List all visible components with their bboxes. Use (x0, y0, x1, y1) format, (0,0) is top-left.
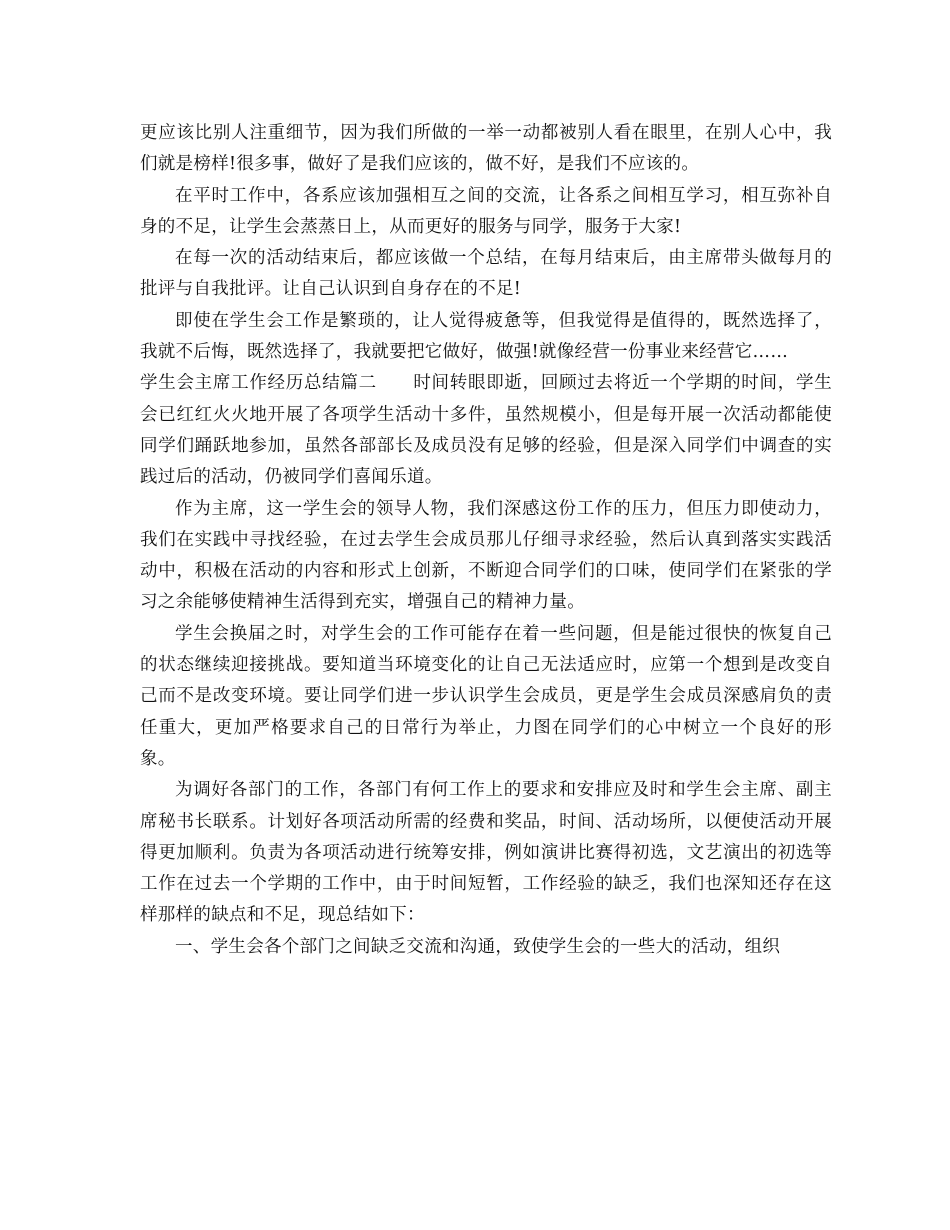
paragraph-3: 在每一次的活动结束后，都应该做一个总结，在每月结束后，由主席带头做每月的批评与自我批评。让自己认识到自身存在的不足! (140, 248, 832, 300)
document-page (140, 118, 832, 963)
paragraph-1: 更应该比别人注重细节，因为我们所做的一举一动都被别人看在眼里，在别人心中，我们就是榜样!很多事，做好了是我们应该的，做不好，是我们不应该的。 (140, 123, 832, 175)
paragraph-7: 学生会换届之时，对学生会的工作可能存在着一些问题，但是能过很快的恢复自己的状态继续迎接挑战。要知道当环境变化的让自己无法适应时，应第一个想到是改变自己而不是改变环境。要让同学们进一步认识学生会成员，更是学生会成员深感肩负的责任重大，更加严格要求自己的日常行为举止，力图在同学们的心中树立一个良好的形象。 (140, 623, 832, 769)
paragraph-9: 一、学生会各个部门之间缺乏交流和沟通，致使学生会的一些大的活动，组织 (175, 936, 781, 957)
paragraph-5-section-title: 学生会主席工作经历总结篇二 时间转眼即逝，回顾过去将近一个学期的时间，学生会已红红火火地开展了各项学生活动十多件，虽然规模小，但是每开展一次活动都能使同学们踊跃地参加，虽然各部部长及成员没有足够的经验，但是深入同学们中调查的实践过后的活动，仍被同学们喜闻乐道。 (140, 373, 832, 488)
paragraph-6: 作为主席，这一学生会的领导人物，我们深感这份工作的压力，但压力即使动力，我们在实践中寻找经验，在过去学生会成员那儿仔细寻求经验，然后认真到落实实践活动中，积极在活动的内容和形式上创新，不断迎合同学们的口味，使同学们在紧张的学习之余能够使精神生活得到充实，增强自己的精神力量。 (140, 498, 832, 613)
paragraph-8: 为调好各部门的工作，各部门有何工作上的要求和安排应及时和学生会主席、副主席秘书长联系。计划好各项活动所需的经费和奖品，时间、活动场所，以便使活动开展得更加顺利。负责为各项活动进行统筹安排，例如演讲比赛得初选，文艺演出的初选等工作在过去一个学期的工作中，由于时间短暂，工作经验的缺乏，我们也深知还存在这样那样的缺点和不足，现总结如下： (140, 780, 832, 926)
paragraph-2: 在平时工作中，各系应该加强相互之间的交流，让各系之间相互学习，相互弥补自身的不足，让学生会蒸蒸日上，从而更好的服务与同学，服务于大家! (140, 185, 832, 237)
paragraph-4: 即使在学生会工作是繁琐的，让人觉得疲惫等，但我觉得是值得的，既然选择了，我就不后悔，既然选择了，我就要把它做好，做强!就像经营一份事业来经营它…… (140, 310, 832, 363)
